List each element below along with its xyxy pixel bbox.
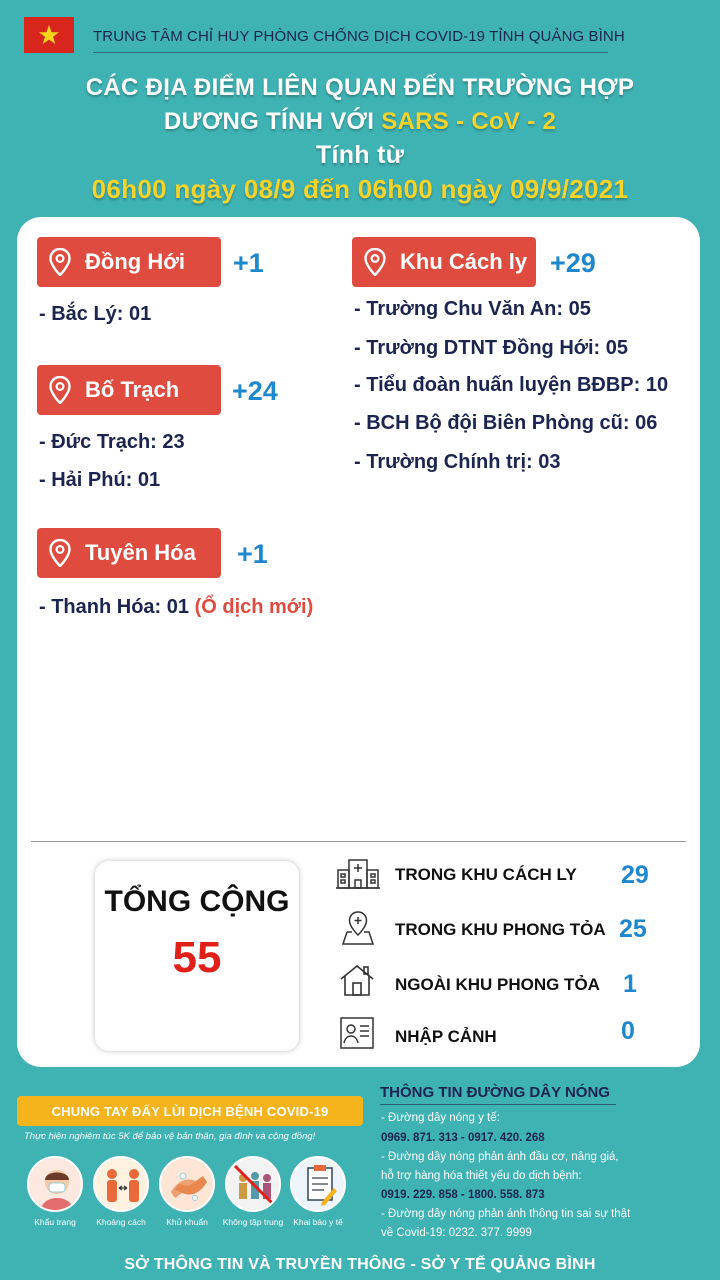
list-item <box>39 596 313 619</box>
campaign-subtitle: Thực hiện nghiêm túc 5K để bảo vệ bản thân, gia đình và cộng đồng! <box>24 1131 316 1142</box>
handwash-icon <box>159 1156 215 1212</box>
hotline-text: - Đường dây nóng phản ánh thông tin sai sự thật <box>381 1208 631 1220</box>
date-range: 06h00 ngày 08/9 đến 06h00 ngày 09/9/2021 <box>91 174 629 204</box>
hotline-title: THÔNG TIN ĐƯỜNG DÂY NÓNG <box>380 1084 610 1101</box>
list-item: - Trường Chính trị: 03 <box>354 451 561 473</box>
district-name: Đồng Hới <box>85 249 185 274</box>
map-pin-icon <box>341 910 375 951</box>
org-underline <box>93 52 608 53</box>
hotline-text: về Covid-19: 0232. 377. 9999 <box>381 1227 532 1239</box>
location-pin-icon <box>49 539 71 567</box>
district-tag-bo-trach <box>37 365 221 415</box>
hotline-text: - Đường dây nóng y tế: <box>381 1112 500 1124</box>
district-delta: +24 <box>232 376 278 406</box>
hotline-text: - Đường dây nóng phản ánh đầu cơ, nâng giá, <box>381 1151 619 1163</box>
passport-icon <box>339 1016 375 1055</box>
list-item: - BCH Bộ đội Biên Phòng cũ: 06 <box>354 412 658 434</box>
no-crowd-icon <box>225 1156 281 1212</box>
title-line-1: CÁC ĐỊA ĐIỂM LIÊN QUAN ĐẾN TRƯỜNG HỢP <box>85 74 635 101</box>
stat-label: TRONG KHU CÁCH LY <box>395 865 577 884</box>
title-line-2 <box>0 108 720 136</box>
icon-caption: Khoảng cách <box>96 1217 146 1227</box>
icon-caption: Khử khuẩn <box>166 1217 208 1227</box>
list-item: - Tiểu đoàn huấn luyện BĐBP: 10 <box>354 374 669 396</box>
list-item: - Bắc Lý: 01 <box>39 303 152 325</box>
header <box>0 0 720 215</box>
divider <box>31 841 686 842</box>
main-card <box>17 217 700 1067</box>
stat-label: NGOÀI KHU PHONG TỎA <box>395 975 600 994</box>
district-name: Bố Trạch <box>85 377 180 402</box>
list-item: - Đức Trạch: 23 <box>39 431 185 453</box>
stat-value: 29 <box>621 861 649 889</box>
bottom-credits: SỞ THÔNG TIN VÀ TRUYỀN THÔNG - SỞ Y TẾ QUẢNG BÌNH <box>124 1256 596 1273</box>
total-value: 55 <box>172 933 222 982</box>
stat-label: NHẬP CẢNH <box>395 1027 497 1046</box>
district-tag-khu-cach-ly <box>352 237 536 287</box>
stat-value: 1 <box>623 970 637 998</box>
list-item: - Hải Phú: 01 <box>39 469 161 491</box>
stat-value: 25 <box>619 915 647 943</box>
district-tag-dong-hoi <box>37 237 221 287</box>
district-delta: +1 <box>237 539 268 569</box>
hotline-text: hỗ trợ hàng hóa thiết yếu do dịch bệnh: <box>381 1170 582 1182</box>
list-item: - Trường Chu Văn An: 05 <box>354 298 591 320</box>
total-label: TỔNG CỘNG <box>104 885 290 918</box>
district-tag-tuyen-hoa <box>37 528 221 578</box>
stat-value: 0 <box>621 1017 635 1045</box>
title-line-2-prefix: DƯƠNG TÍNH VỚI <box>163 108 382 135</box>
virus-name: SARS - CoV - 2 <box>381 108 557 135</box>
new-outbreak-note: (Ổ dịch mới) <box>194 596 314 618</box>
hotline-number: 0919. 229. 858 - 1800. 558. 873 <box>381 1189 545 1201</box>
hotline-number: 0969. 871. 313 - 0917. 420. 268 <box>381 1132 545 1144</box>
title-line-3: Tính từ <box>315 141 405 169</box>
hotline-underline <box>380 1104 616 1105</box>
vietnam-flag-icon <box>24 17 74 53</box>
organization-name: TRUNG TÂM CHỈ HUY PHÒNG CHỐNG DỊCH COVID-19 TỈNH QUẢNG BÌNH <box>93 28 625 45</box>
campaign-banner: CHUNG TAY ĐẨY LÙI DỊCH BỆNH COVID-19 <box>17 1096 363 1126</box>
location-pin-icon <box>49 376 71 404</box>
icon-caption: Khai báo y tế <box>293 1217 343 1227</box>
house-icon <box>339 963 375 1002</box>
mask-icon <box>27 1156 83 1212</box>
list-item-text: - Thanh Hóa: 01 <box>39 596 195 618</box>
stat-label: TRONG KHU PHONG TỎA <box>395 920 606 939</box>
district-name: Khu Cách ly <box>400 249 528 274</box>
district-delta: +29 <box>550 248 596 278</box>
distance-icon <box>93 1156 149 1212</box>
icon-caption: Khẩu trang <box>34 1217 76 1227</box>
district-delta: +1 <box>233 248 264 278</box>
list-item: - Trường DTNT Đồng Hới: 05 <box>354 337 629 359</box>
declaration-icon <box>290 1156 346 1212</box>
hospital-icon <box>335 856 381 895</box>
icon-caption: Không tập trung <box>222 1217 284 1227</box>
total-box <box>95 861 299 1051</box>
district-name: Tuyên Hóa <box>85 540 196 565</box>
location-pin-icon <box>49 248 71 276</box>
location-pin-icon <box>364 248 386 276</box>
